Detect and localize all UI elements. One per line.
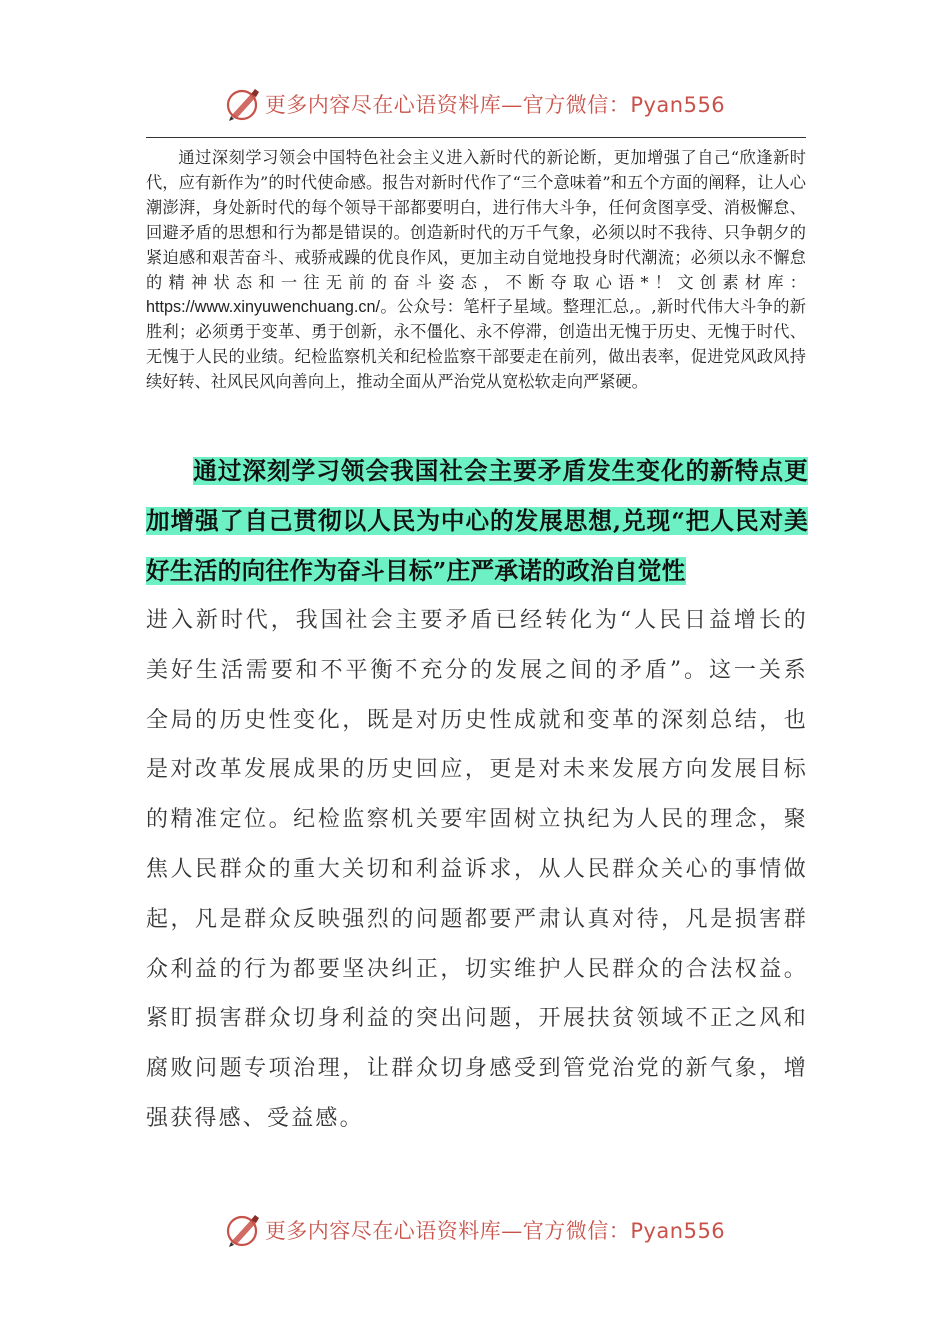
- header-wechat-id: Pyan556: [630, 93, 726, 117]
- header-divider: [146, 137, 806, 138]
- intro-url: https://www.xinyuwenchuang.cn/: [146, 298, 380, 317]
- footer-banner-text: 更多内容尽在心语资料库—官方微信：Pyan556: [264, 1219, 726, 1243]
- footer-wechat-id: Pyan556: [630, 1219, 726, 1243]
- section-heading-highlight: 通过深刻学习领会我国社会主要矛盾发生变化的新特点更加增强了自己贯彻以人民为中心的发展思想,兑现“把人民对美好生活的向往作为奋斗目标”庄严承诺的政治自觉性: [146, 457, 808, 585]
- header-banner-text: 更多内容尽在心语资料库—官方微信：Pyan556: [264, 93, 726, 117]
- header-banner: [0, 82, 950, 126]
- footer-banner: [0, 1208, 950, 1252]
- section-heading: [146, 446, 808, 596]
- pen-logo-icon: [225, 1212, 261, 1248]
- pen-logo-icon: [225, 86, 261, 122]
- intro-paragraph: 通过深刻学习领会中国特色社会主义进入新时代的新论断，更加增强了自己“欣逢新时代，应有新作为”的时代使命感。报告对新时代作了“三个意味着”和五个方面的阐释，让人心潮澎湃，身处新时代的每个领导干部都要明白，进行伟大斗争，任何贪图享受、消极懈怠、回避矛盾的思想和行为都是错误的。创造新时代的万千气象，必须以时不我待、只争朝夕的紧迫感和艰苦奋斗、戒骄戒躁的优良作风，更加主动自觉地投身时代潮流；必须以永不懈怠的精神状态和一往无前的奋斗姿态，不断夺取心语*！文创素材库：https://www.xinyuwenchuang.cn/。公众号：笔杆子星域。整理汇总,。,新时代伟大斗争的新胜利；必须勇于变革、勇于创新，永不僵化、永不停滞，创造出无愧于历史、无愧于时代、无愧于人民的业绩。纪检监察机关和纪检监察干部要走在前列，做出表率，促进党风政风持续好转、社风民风向善向上，推动全面从严治党从宽松软走向严紧硬。: [146, 148, 806, 392]
- body-paragraph: 进入新时代，我国社会主要矛盾已经转化为“人民日益增长的美好生活需要和不平衡不充分的发展之间的矛盾”。这一关系全局的历史性变化，既是对历史性成就和变革的深刻总结，也是对改革发展成果的历史回应，更是对未来发展方向发展目标的精准定位。纪检监察机关要牢固树立执纪为人民的理念，聚焦人民群众的重大关切和利益诉求，从人民群众关心的事情做起，凡是群众反映强烈的问题都要严肃认真对待，凡是损害群众利益的行为都要坚决纠正，切实维护人民群众的合法权益。紧盯损害群众切身利益的突出问题，开展扶贫领域不正之风和腐败问题专项治理，让群众切身感受到管党治党的新气象，增强获得感、受益感。: [146, 608, 808, 1131]
